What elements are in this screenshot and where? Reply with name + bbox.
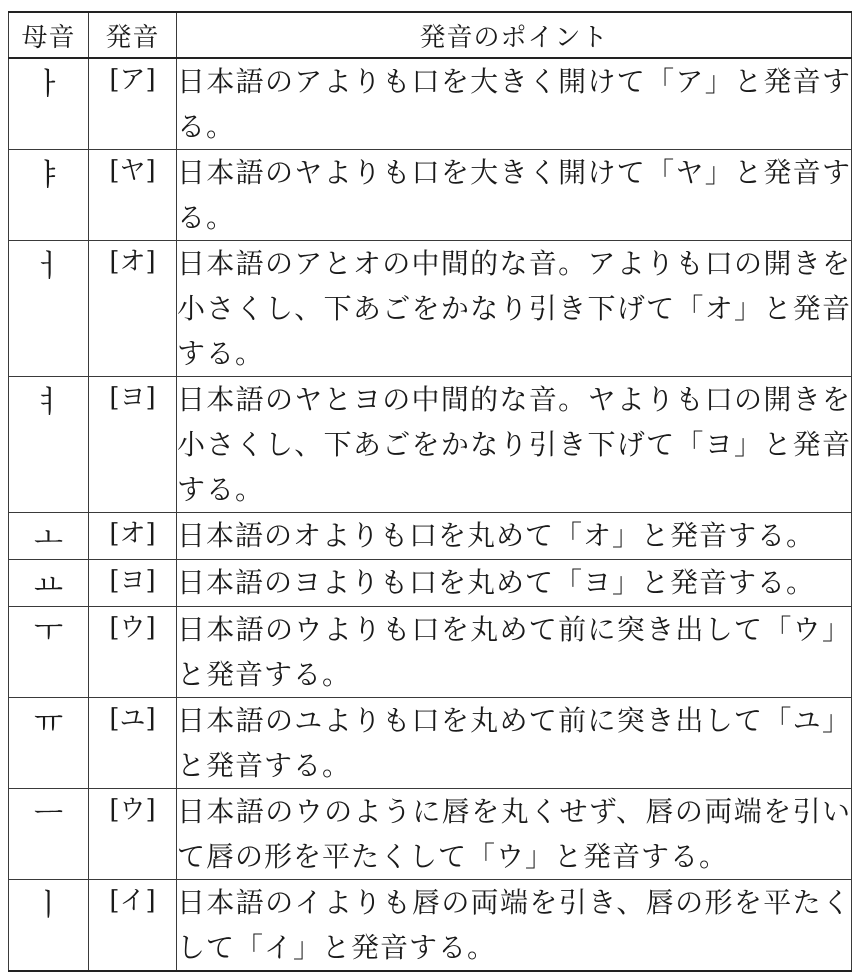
point-cell: 日本語のヤよりも口を大きく開けて「ヤ」と発音する。 bbox=[177, 150, 852, 241]
vowel-cell: ㅕ bbox=[9, 377, 89, 513]
table-row bbox=[9, 513, 852, 560]
vowel-cell: ㅜ bbox=[9, 607, 89, 698]
sound-cell: [ウ] bbox=[89, 607, 177, 698]
table-row bbox=[9, 377, 852, 513]
vowel-cell: ㅏ bbox=[9, 58, 89, 150]
vowel-cell: ㅑ bbox=[9, 150, 89, 241]
sound-cell: [ヨ] bbox=[89, 560, 177, 607]
point-cell: 日本語のアとオの中間的な音。アよりも口の開きを小さくし、下あごをかなり引き下げて「オ」と発音する。 bbox=[177, 241, 852, 377]
table-row bbox=[9, 789, 852, 880]
table-row bbox=[9, 150, 852, 241]
sound-cell: [イ] bbox=[89, 880, 177, 972]
table-row bbox=[9, 607, 852, 698]
vowel-pronunciation-sheet bbox=[8, 11, 851, 972]
header-row bbox=[9, 12, 852, 58]
header-point: 発音のポイント bbox=[177, 12, 852, 58]
point-cell: 日本語のウよりも口を丸めて前に突き出して「ウ」と発音する。 bbox=[177, 607, 852, 698]
point-cell: 日本語のイよりも唇の両端を引き、唇の形を平たくして「イ」と発音する。 bbox=[177, 880, 852, 972]
header-vowel: 母音 bbox=[9, 12, 89, 58]
table-row bbox=[9, 241, 852, 377]
point-cell: 日本語のウのように唇を丸くせず、唇の両端を引いて唇の形を平たくして「ウ」と発音する。 bbox=[177, 789, 852, 880]
vowel-cell: ㅡ bbox=[9, 789, 89, 880]
table-row bbox=[9, 560, 852, 607]
point-cell: 日本語のユよりも口を丸めて前に突き出して「ユ」と発音する。 bbox=[177, 698, 852, 789]
vowel-cell: ㅠ bbox=[9, 698, 89, 789]
vowel-cell: ㅛ bbox=[9, 560, 89, 607]
point-cell: 日本語のアよりも口を大きく開けて「ア」と発音する。 bbox=[177, 58, 852, 150]
sound-cell: [ア] bbox=[89, 58, 177, 150]
header-sound: 発音 bbox=[89, 12, 177, 58]
point-cell: 日本語のヤとヨの中間的な音。ヤよりも口の開きを小さくし、下あごをかなり引き下げて「ヨ」と発音する。 bbox=[177, 377, 852, 513]
table-row bbox=[9, 880, 852, 972]
sound-cell: [オ] bbox=[89, 513, 177, 560]
sound-cell: [ウ] bbox=[89, 789, 177, 880]
vowel-cell: ㅣ bbox=[9, 880, 89, 972]
sound-cell: [オ] bbox=[89, 241, 177, 377]
point-cell: 日本語のオよりも口を丸めて「オ」と発音する。 bbox=[177, 513, 852, 560]
vowel-cell: ㅗ bbox=[9, 513, 89, 560]
table-row bbox=[9, 698, 852, 789]
sound-cell: [ユ] bbox=[89, 698, 177, 789]
sound-cell: [ヨ] bbox=[89, 377, 177, 513]
point-cell: 日本語のヨよりも口を丸めて「ヨ」と発音する。 bbox=[177, 560, 852, 607]
vowel-cell: ㅓ bbox=[9, 241, 89, 377]
table-row bbox=[9, 58, 852, 150]
sound-cell: [ヤ] bbox=[89, 150, 177, 241]
vowel-pronunciation-table bbox=[8, 11, 852, 972]
